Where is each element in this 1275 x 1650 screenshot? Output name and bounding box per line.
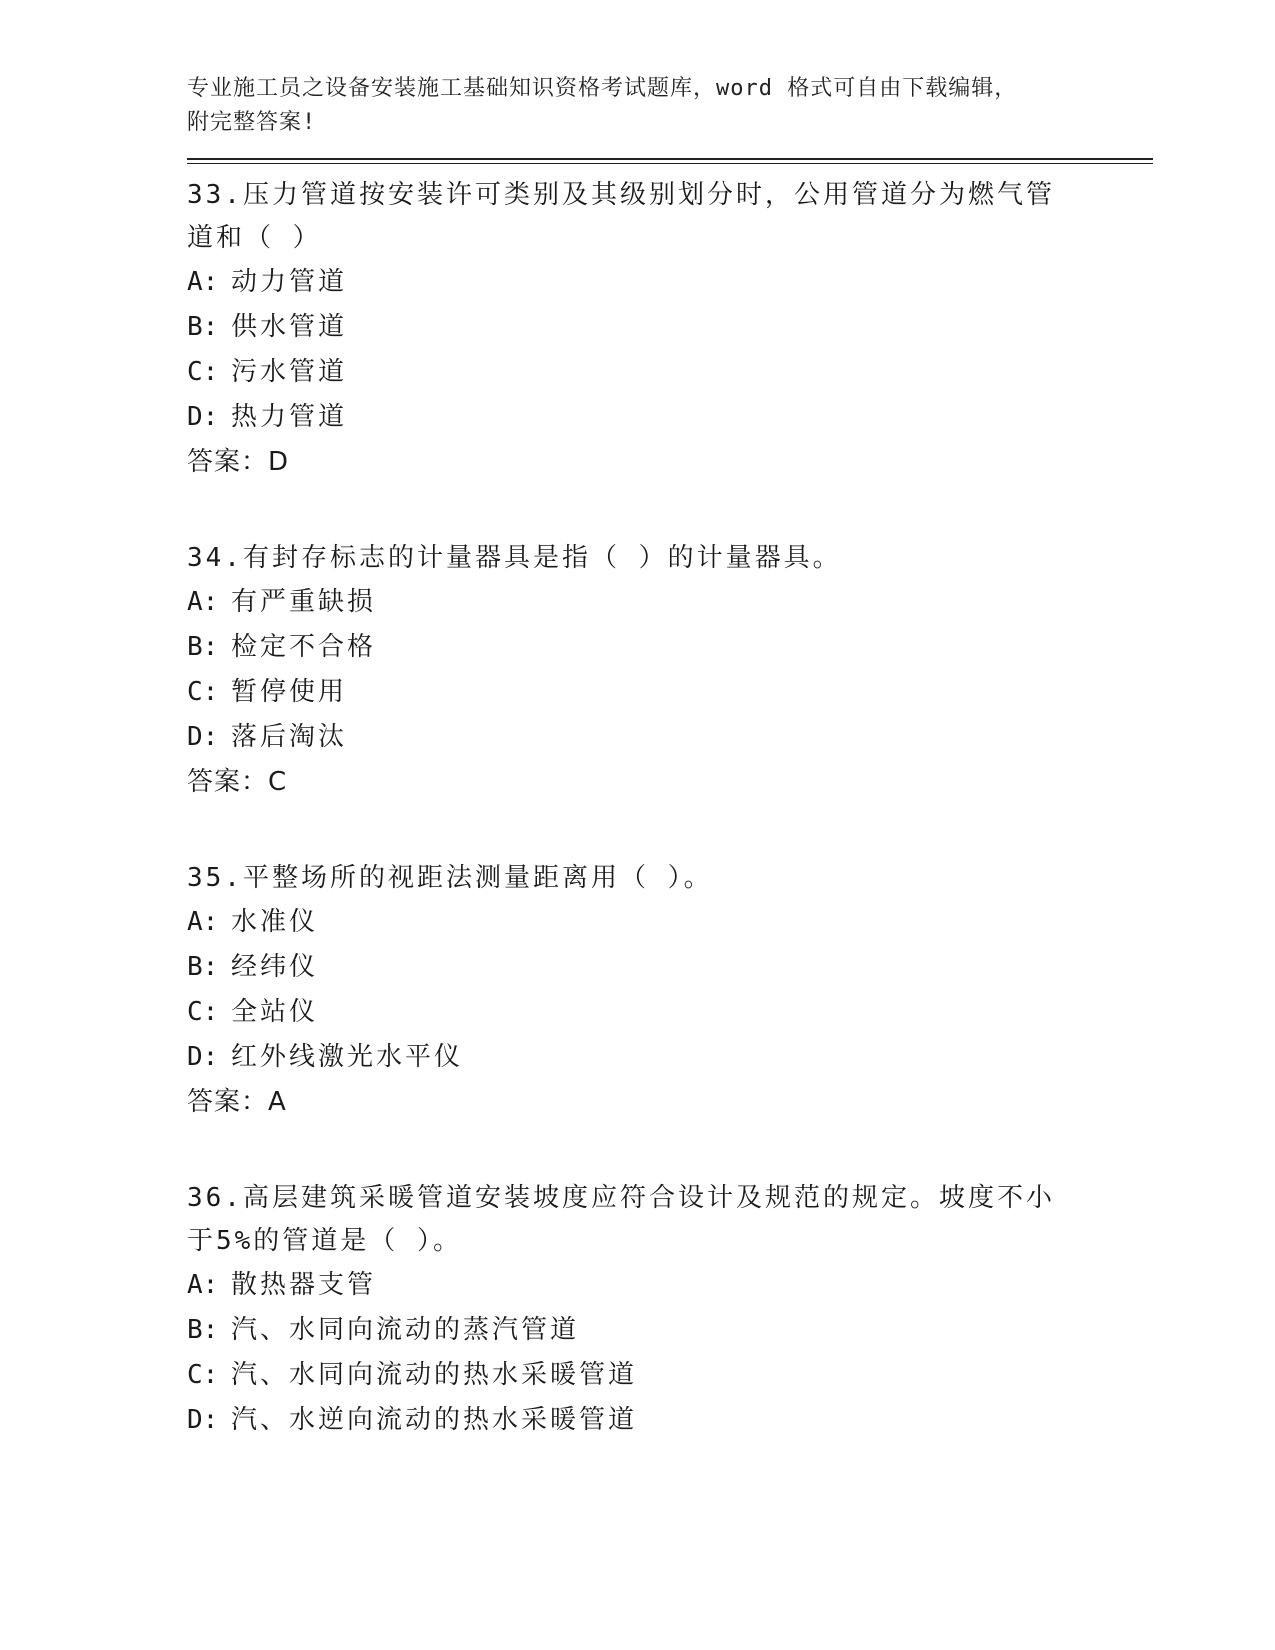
option-text: 散热器支管	[231, 1270, 377, 1300]
option-letter: D:	[187, 1405, 219, 1435]
option-letter: A:	[187, 267, 219, 297]
question-36	[187, 1177, 1153, 1443]
option-a	[187, 1263, 1153, 1308]
divider-thick-line	[187, 158, 1153, 160]
option-b	[187, 945, 1153, 990]
divider-thin-line	[187, 163, 1153, 164]
option-d	[187, 1035, 1153, 1080]
option-text: 水准仪	[231, 907, 319, 937]
question-33	[187, 174, 1153, 485]
answer-line: 答案：A	[187, 1087, 287, 1117]
answer-line: 答案：D	[187, 447, 290, 477]
option-letter: B:	[187, 632, 219, 662]
option-letter: C:	[187, 677, 219, 707]
option-text: 落后淘汰	[231, 722, 348, 752]
question-stem: 36.高层建筑采暖管道安装坡度应符合设计及规范的规定。坡度不小于5%的管道是（ ）。	[187, 1183, 1055, 1256]
question-stem: 34.有封存标志的计量器具是指（ ）的计量器具。	[187, 543, 842, 573]
option-letter: A:	[187, 1270, 219, 1300]
option-text: 热力管道	[231, 402, 348, 432]
option-letter: B:	[187, 1315, 219, 1345]
option-text: 暂停使用	[231, 677, 348, 707]
option-c	[187, 990, 1153, 1035]
option-a	[187, 260, 1153, 305]
question-stem: 33.压力管道按安装许可类别及其级别划分时，公用管道分为燃气管道和（ ）	[187, 180, 1055, 253]
option-text: 检定不合格	[231, 632, 377, 662]
option-letter: D:	[187, 402, 219, 432]
option-text: 供水管道	[231, 312, 348, 342]
option-c	[187, 350, 1153, 395]
question-list	[187, 174, 1153, 1443]
header-line-1: 专业施工员之设备安装施工基础知识资格考试题库，word 格式可自由下载编辑，	[187, 76, 1018, 101]
option-d	[187, 395, 1153, 440]
header-divider	[187, 158, 1153, 164]
option-text: 红外线激光水平仪	[231, 1042, 464, 1072]
option-a	[187, 900, 1153, 945]
option-b	[187, 625, 1153, 670]
option-text: 经纬仪	[231, 952, 319, 982]
option-text: 有严重缺损	[231, 587, 377, 617]
answer-line: 答案：C	[187, 767, 288, 797]
option-letter: B:	[187, 952, 219, 982]
option-letter: D:	[187, 1042, 219, 1072]
option-d	[187, 715, 1153, 760]
option-text: 污水管道	[231, 357, 348, 387]
option-letter: C:	[187, 997, 219, 1027]
option-text: 全站仪	[231, 997, 319, 1027]
option-letter: C:	[187, 357, 219, 387]
option-letter: B:	[187, 312, 219, 342]
option-letter: A:	[187, 907, 219, 937]
header-line-2: 附完整答案!	[187, 110, 317, 135]
option-text: 动力管道	[231, 267, 348, 297]
option-c	[187, 1353, 1153, 1398]
option-b	[187, 305, 1153, 350]
option-text: 汽、水逆向流动的热水采暖管道	[231, 1405, 638, 1435]
option-d	[187, 1398, 1153, 1443]
option-text: 汽、水同向流动的蒸汽管道	[231, 1315, 580, 1345]
option-letter: A:	[187, 587, 219, 617]
option-text: 汽、水同向流动的热水采暖管道	[231, 1360, 638, 1390]
document-page	[187, 72, 1153, 1495]
question-34	[187, 537, 1153, 805]
document-header	[187, 72, 1153, 140]
question-35	[187, 857, 1153, 1125]
option-a	[187, 580, 1153, 625]
option-letter: D:	[187, 722, 219, 752]
option-letter: C:	[187, 1360, 219, 1390]
option-c	[187, 670, 1153, 715]
question-stem: 35.平整场所的视距法测量距离用（ ）。	[187, 863, 713, 893]
option-b	[187, 1308, 1153, 1353]
